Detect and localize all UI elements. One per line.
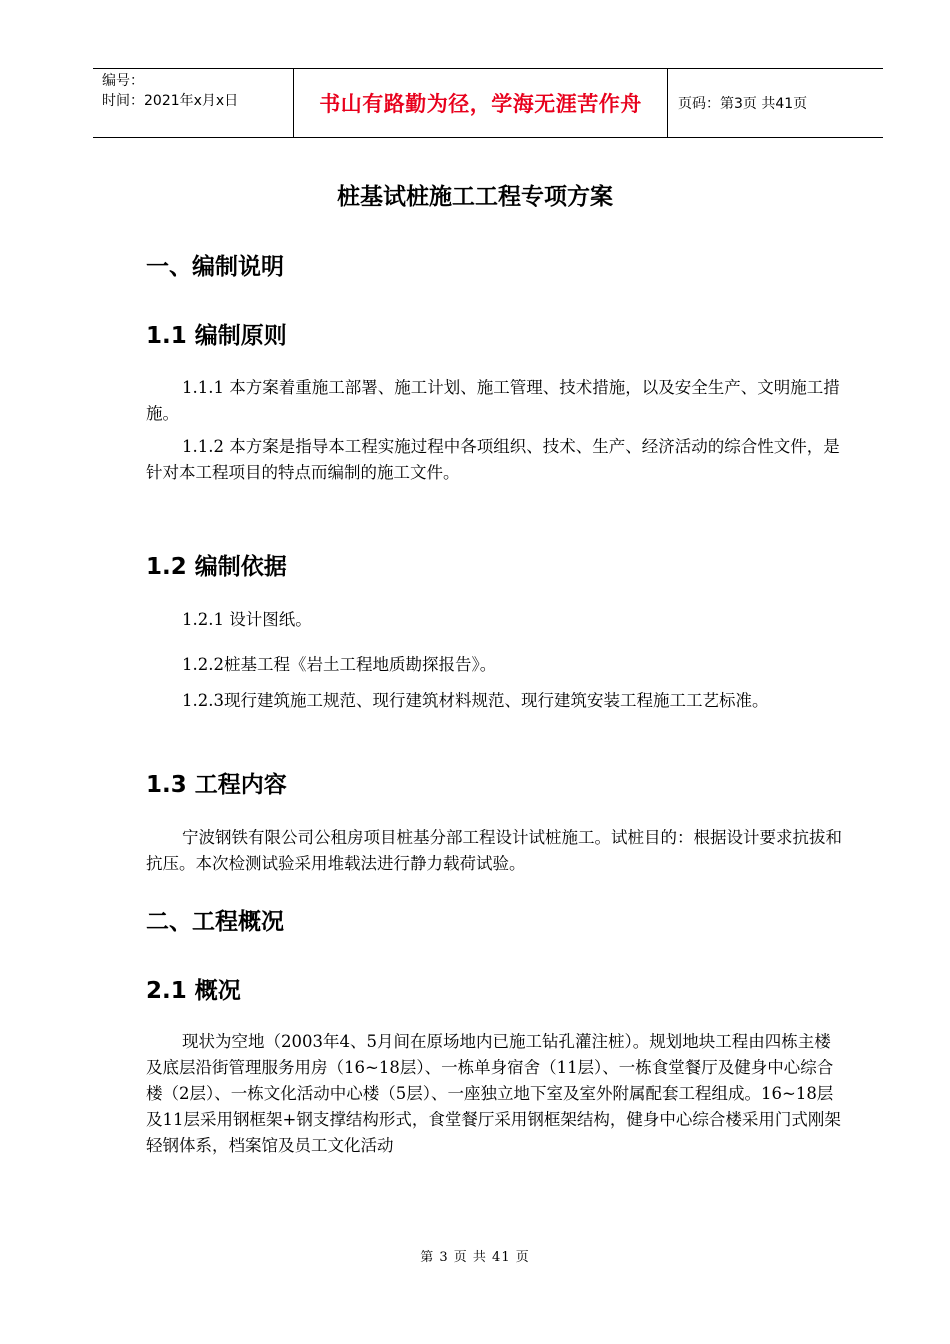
paragraph-1-3: 宁波钢铁有限公司公租房项目桩基分部工程设计试桩施工。试桩目的：根据设计要求抗拔和抗压。本次检测试验采用堆载法进行静力载荷试验。 xyxy=(146,828,842,873)
header-motto: 书山有路勤为径，学海无涯苦作舟 xyxy=(294,69,668,137)
document-title: 桩基试桩施工工程专项方案 xyxy=(337,184,613,210)
paragraph-1-1-2: 1.1.2 本方案是指导本工程实施过程中各项组织、技术、生产、经济活动的综合性文件，是针对本工程项目的特点而编制的施工文件。 xyxy=(146,437,840,482)
time-line: 时间：2021年x月x日 xyxy=(102,93,239,109)
header-left-cell xyxy=(93,69,294,137)
paragraph-1-2-2: 1.2.2桩基工程《岩土工程地质勘探报告》。 xyxy=(182,655,497,674)
section-heading-2: 二、工程概况 xyxy=(146,909,284,935)
subsection-heading-1-1: 1.1 编制原则 xyxy=(146,323,287,349)
section-heading-1: 一、编制说明 xyxy=(146,254,284,280)
paragraph-1-2-3: 1.2.3现行建筑施工规范、现行建筑材料规范、现行建筑安装工程施工工艺标准。 xyxy=(182,691,769,710)
header-page-info: 页码：第3页 共41页 xyxy=(678,96,808,112)
paragraph-1-1-1: 1.1.1 本方案着重施工部署、施工计划、施工管理、技术措施，以及安全生产、文明施工措施。 xyxy=(146,378,840,423)
page-footer: 第 3 页 共 41 页 xyxy=(420,1250,530,1265)
subsection-heading-2-1: 2.1 概况 xyxy=(146,978,241,1004)
code-label: 编号： xyxy=(102,73,144,89)
paragraph-1-2-1: 1.2.1 设计图纸。 xyxy=(182,610,312,629)
document-header xyxy=(93,68,883,138)
paragraph-2-1: 现状为空地（2003年4、5月间在原场地内已施工钻孔灌注桩）。规划地块工程由四栋主楼及底层沿街管理服务用房（16~18层）、一栋单身宿舍（11层）、一栋食堂餐厅及健身中心综合楼（2层）、一栋文化活动中心楼（5层）、一座独立地下室及室外附属配套工程组成。16~18层及11层采用钢框架+钢支撑结构形式，食堂餐厅采用钢框架结构，健身中心综合楼采用门式刚架轻钢体系，档案馆及员工文化活动 xyxy=(146,1032,841,1155)
subsection-heading-1-3: 1.3 工程内容 xyxy=(146,772,287,798)
subsection-heading-1-2: 1.2 编制依据 xyxy=(146,554,287,580)
